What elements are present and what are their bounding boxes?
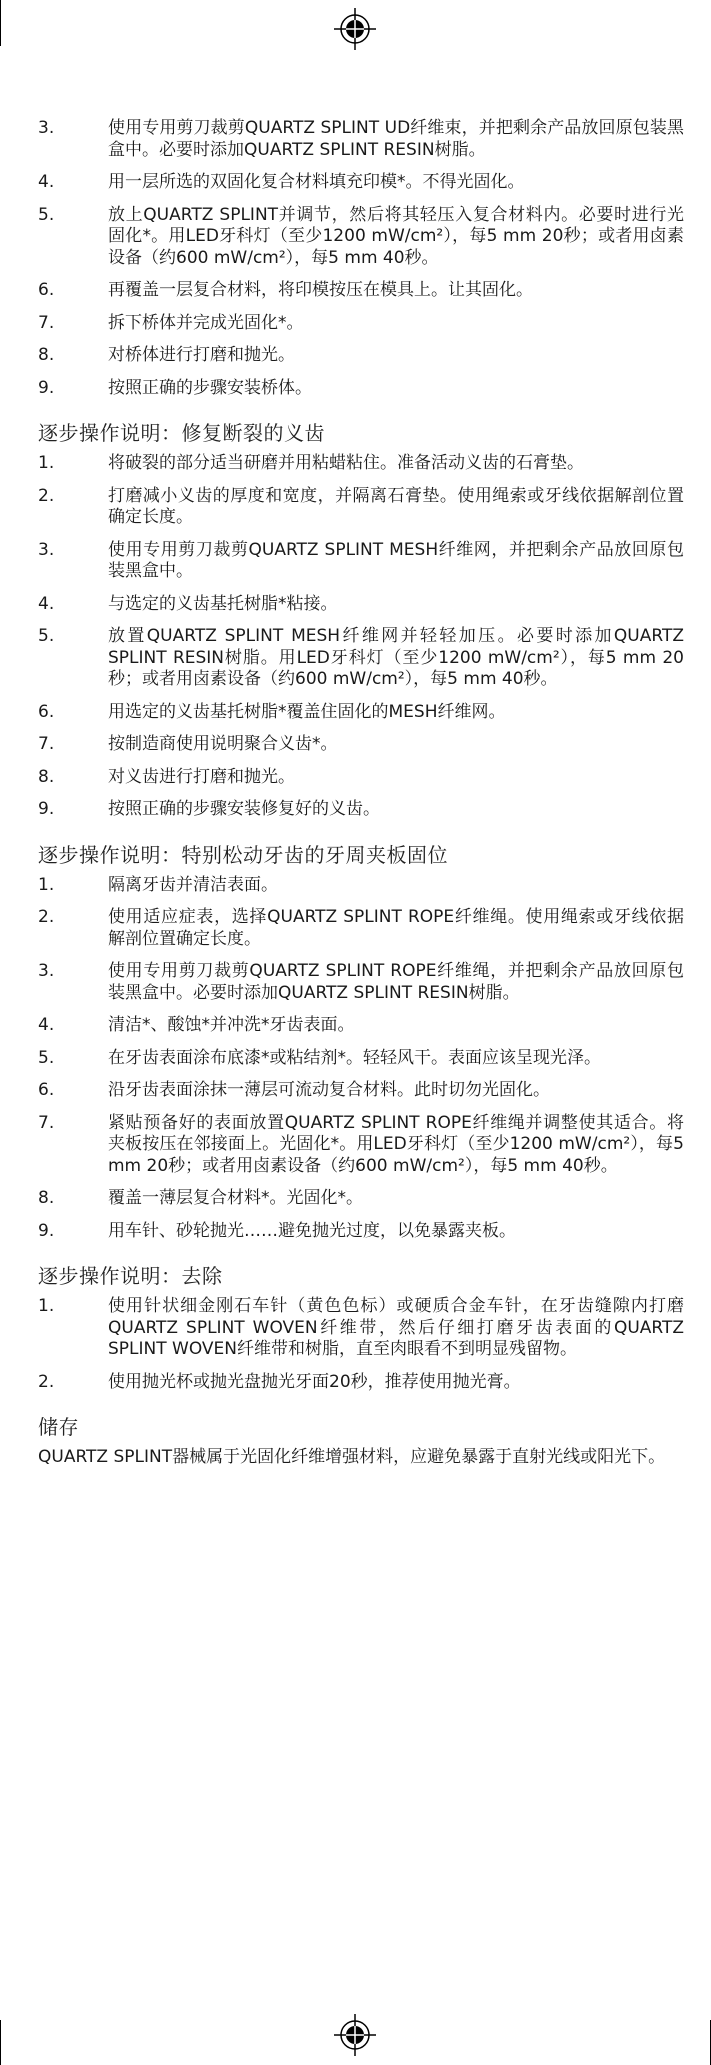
step-list (38, 453, 684, 821)
step-list (38, 1296, 684, 1393)
step-number: 1. (38, 453, 55, 473)
step-text: 隔离牙齿并清洁表面。 (108, 874, 278, 895)
step-text: 放上QUARTZ SPLINT并调节，然后将其轻压入复合材料内。必要时进行光固化*。用LED牙科灯（至少1200 mW/cm²），每5 mm 20秒；或者用卤素设备（约600 mW/cm²），每5 mm 40秒。 (108, 204, 684, 268)
list-item (38, 540, 684, 583)
step-number: 2. (38, 485, 55, 506)
list-item (38, 734, 684, 756)
section-removal (38, 1262, 684, 1393)
step-number: 2. (38, 907, 55, 927)
list-item (38, 1221, 684, 1243)
step-number: 5. (38, 626, 55, 646)
list-item (38, 961, 684, 1004)
section-heading: 逐步操作说明：特别松动牙齿的牙周夹板固位 (38, 842, 448, 867)
list-item (38, 1188, 684, 1210)
storage-text: QUARTZ SPLINT器械属于光固化纤维增强材料，应避免暴露于直射光线或阳光下。 (38, 1447, 666, 1467)
step-list (38, 875, 684, 1243)
step-text: 使用专用剪刀裁剪QUARTZ SPLINT ROPE纤维绳，并把剩余产品放回原包装黑盒中。必要时添加QUARTZ SPLINT RESIN树脂。 (108, 961, 684, 1003)
list-item (38, 1015, 684, 1037)
step-text: 紧贴预备好的表面放置QUARTZ SPLINT ROPE纤维绳并调整使其适合。将夹板按压在邻接面上。光固化*。用LED牙科灯（至少1200 mW/cm²），每5 mm 20秒；或者用卤素设备（约600 mW/cm²），每5 mm 40秒。 (108, 1112, 684, 1176)
step-list (38, 118, 684, 399)
list-item (38, 1048, 684, 1070)
crop-mark-top-left (0, 0, 1, 46)
list-item (38, 280, 684, 302)
step-number: 3. (38, 961, 55, 981)
step-text: 覆盖一薄层复合材料*。光固化*。 (108, 1188, 363, 1208)
step-text: 用一层所选的双固化复合材料填充印模*。不得光固化。 (108, 172, 525, 192)
step-number: 9. (38, 377, 55, 398)
step-text: 按照正确的步骤安装修复好的义齿。 (108, 799, 380, 819)
step-number: 8. (38, 345, 55, 365)
step-text: 使用专用剪刀裁剪QUARTZ SPLINT UD纤维束，并把剩余产品放回原包装黑盒中。必要时添加QUARTZ SPLINT RESIN树脂。 (108, 118, 684, 160)
step-text: 打磨减小义齿的厚度和宽度，并隔离石膏垫。使用绳索或牙线依据解剖位置确定长度。 (108, 485, 684, 527)
section-heading: 储存 (38, 1415, 79, 1439)
list-item (38, 767, 684, 789)
step-number: 6. (38, 701, 55, 722)
step-text: 将破裂的部分适当研磨并用粘蜡粘住。准备活动义齿的石膏垫。 (108, 453, 584, 473)
step-number: 7. (38, 734, 55, 754)
list-item (38, 486, 684, 529)
step-text: 使用针状细金刚石车针（黄色色标）或硬质合金车针，在牙齿缝隙内打磨QUARTZ SPLINT WOVEN纤维带，然后仔细打磨牙齿表面的QUARTZ SPLINT WOVEN纤维带和树脂，直至肉眼看不到明显残留物。 (108, 1296, 684, 1359)
section-denture-repair (38, 419, 684, 821)
step-number: 9. (38, 799, 55, 819)
list-item (38, 453, 684, 475)
step-number: 4. (38, 593, 55, 614)
list-item (38, 172, 684, 194)
list-item (38, 205, 684, 270)
section-storage (38, 1413, 684, 1469)
step-text: 沿牙齿表面涂抹一薄层可流动复合材料。此时切勿光固化。 (108, 1080, 550, 1100)
step-text: 用车针、砂轮抛光……避免抛光过度，以免暴露夹板。 (108, 1220, 516, 1241)
step-text: 使用适应症表，选择QUARTZ SPLINT ROPE纤维绳。使用绳索或牙线依据解剖位置确定长度。 (108, 907, 684, 949)
document-body (38, 118, 684, 1469)
step-text: 与选定的义齿基托树脂*粘接。 (108, 593, 338, 614)
step-text: 在牙齿表面涂布底漆*或粘结剂*。轻轻风干。表面应该呈现光泽。 (108, 1047, 601, 1068)
list-item (38, 1296, 684, 1361)
list-item (38, 1080, 684, 1102)
list-item (38, 799, 684, 821)
step-text: 拆下桥体并完成光固化*。 (108, 312, 304, 333)
step-number: 8. (38, 1188, 55, 1208)
step-number: 7. (38, 1112, 55, 1133)
step-number: 7. (38, 312, 55, 333)
list-item (38, 313, 684, 335)
step-number: 1. (38, 874, 55, 895)
step-text: 再覆盖一层复合材料，将印模按压在模具上。让其固化。 (108, 280, 533, 300)
registration-mark-icon (334, 2014, 376, 2056)
step-number: 5. (38, 1047, 55, 1068)
list-item (38, 1372, 684, 1394)
step-number: 3. (38, 118, 55, 138)
step-number: 4. (38, 172, 55, 192)
step-number: 2. (38, 1371, 55, 1392)
step-number: 5. (38, 204, 55, 225)
list-item (38, 345, 684, 367)
registration-mark-icon (334, 8, 376, 50)
list-item (38, 626, 684, 691)
step-text: 放置QUARTZ SPLINT MESH纤维网并轻轻加压。必要时添加QUARTZ SPLINT RESIN树脂。用LED牙科灯（至少1200 mW/cm²），每5 mm 20秒；或者用卤素设备（约600 mW/cm²），每5 mm 40秒。 (108, 626, 684, 689)
list-item (38, 594, 684, 616)
section-periodontal-splint (38, 841, 684, 1243)
step-number: 6. (38, 1080, 55, 1100)
step-number: 3. (38, 539, 55, 560)
step-text: 按照正确的步骤安装桥体。 (108, 377, 312, 398)
step-number: 8. (38, 766, 55, 787)
step-text: 使用专用剪刀裁剪QUARTZ SPLINT MESH纤维网，并把剩余产品放回原包装黑盒中。 (108, 539, 684, 581)
section-bridge-steps (38, 118, 684, 399)
list-item (38, 118, 684, 161)
step-text: 用选定的义齿基托树脂*覆盖住固化的MESH纤维网。 (108, 701, 506, 722)
step-text: 清洁*、酸蚀*并冲洗*牙齿表面。 (108, 1015, 355, 1035)
step-number: 6. (38, 280, 55, 300)
step-number: 9. (38, 1220, 55, 1241)
step-number: 1. (38, 1296, 55, 1316)
list-item (38, 907, 684, 950)
list-item (38, 702, 684, 724)
step-text: 对义齿进行打磨和抛光。 (108, 766, 295, 787)
step-number: 4. (38, 1015, 55, 1035)
step-text: 对桥体进行打磨和抛光。 (108, 345, 295, 365)
section-heading: 逐步操作说明：修复断裂的义齿 (38, 421, 325, 445)
list-item (38, 378, 684, 400)
list-item (38, 875, 684, 897)
section-heading: 逐步操作说明：去除 (38, 1264, 223, 1288)
crop-mark-bottom-left (0, 2020, 1, 2065)
step-text: 使用抛光杯或抛光盘抛光牙面20秒，推荐使用抛光膏。 (108, 1371, 521, 1392)
list-item (38, 1113, 684, 1178)
step-text: 按制造商使用说明聚合义齿*。 (108, 734, 338, 754)
